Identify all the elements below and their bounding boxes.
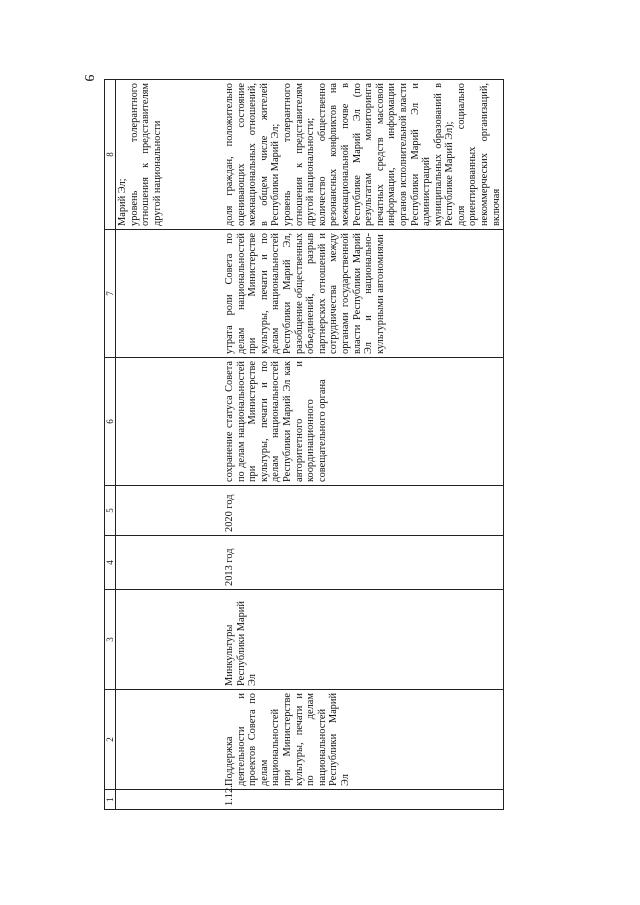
page-number: 9	[81, 74, 96, 82]
row-consequences: утрата роли Совета по делам национальностей при Министерстве культуры, печати и по делам национальностей Республики Марий Эл, разобщение общественных объединений, разрыв партнерских отношений и сотрудничества между органами государственной власти Республики Марий Эл и национально-культурными автономиями	[223, 230, 504, 358]
header-col-1: 1	[105, 790, 116, 810]
row-number: 1.12.	[223, 790, 504, 810]
header-col-3: 3	[105, 590, 116, 690]
row-start-year: 2013 год	[223, 536, 504, 590]
header-row	[105, 80, 116, 810]
header-col-8: 8	[105, 80, 116, 230]
continuation-row	[116, 80, 224, 810]
program-table	[104, 79, 504, 810]
header-col-7: 7	[105, 230, 116, 358]
row-executor: Минкультуры Республики Марий Эл	[223, 590, 504, 690]
table-row	[223, 80, 504, 810]
row-expected-result: сохранение статуса Совета по делам национальностей при Министерстве культуры, печати и по делам национальностей Республики Марий Эл как авторитетного и координационного совещательного органа	[223, 358, 504, 486]
continuation-indicators: Марий Эл; уровень толерантного отношения к представителям другой национальности	[116, 80, 224, 230]
row-indicators: доля граждан, положительно оценивающих состояние межнациональных отношений, в общем числе жителей Республики Марий Эл; уровень толерантного отношения к представителям другой национальности; количество общественно резонансных конфликтов на межнациональной почве в Республике Марий Эл (по результатам мониторинга печатных средств массовой информации, информации органов исполнительной власти Республики Марий Эл и администраций муниципальных образований в Республике Марий Эл); доля социально ориентированных некоммерческих организаций, включая	[223, 80, 504, 230]
header-col-4: 4	[105, 536, 116, 590]
header-col-5: 5	[105, 486, 116, 536]
header-col-6: 6	[105, 358, 116, 486]
rotated-table-wrapper	[104, 80, 534, 810]
header-col-2: 2	[105, 690, 116, 790]
row-end-year: 2020 год	[223, 486, 504, 536]
row-name: Поддержка деятельности и проектов Совета по делам национальностей при Министерстве культуры, печати и по делам национальностей Республики Марий Эл	[223, 690, 504, 790]
